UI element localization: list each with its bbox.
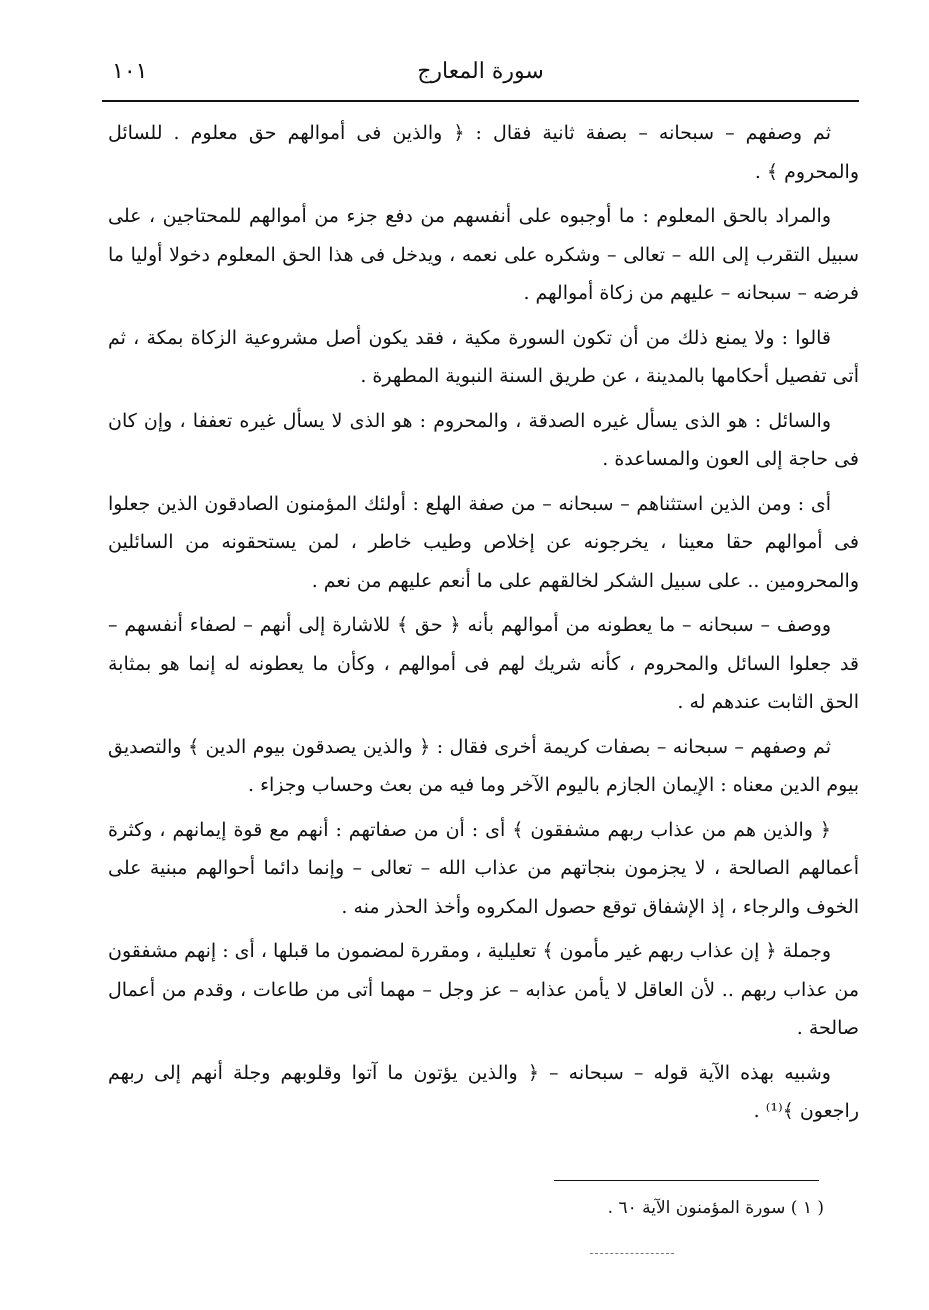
bottom-dashed-mark: [590, 1253, 674, 1254]
paragraph-9: وجملة ﴿ إن عذاب ربهم غير مأمون ﴾ تعليلية ، ومقررة لمضمون ما قبلها ، أى : إنهم مشفقون من عذاب ربهم .. لأن العاقل لا يأمن عذابه – عز وجل – مهما أتى من طاعات ، وقدم من أعمال صالحة .: [108, 940, 859, 1039]
paragraph-10: وشبيه بهذه الآية قوله – سبحانه – ﴿ والذين يؤتون ما آتوا وقلوبهم وجلة أنهم إلى ربهم راجعون ﴾⁽¹⁾ .: [108, 1061, 859, 1122]
paragraph-7: ثم وصفهم – سبحانه – بصفات كريمة أخرى فقال : ﴿ والذين يصدقون بيوم الدين ﴾ والتصديق بيوم الدين معناه : الإيمان الجازم باليوم الآخر وما فيه من بعث وحساب وجزاء .: [108, 735, 859, 796]
paragraph-8: ﴿ والذين هم من عذاب ربهم مشفقون ﴾ أى : أن من صفاتهم : أنهم مع قوة إيمانهم ، وكثرة أعمالهم الصالحة ، لا يجزمون بنجاتهم من عذاب الله – تعالى – وإنما دائما أحوالهم مبنية على الخوف والرجاء ، إذ الإشفاق توقع حصول المكروه وأخذ الحذر منه .: [108, 818, 859, 918]
surah-title: سورة المعارج: [417, 59, 544, 84]
tafsir-body: [108, 114, 859, 1137]
header-divider: [102, 100, 859, 102]
paragraph-4: والسائل : هو الذى يسأل غيره الصدقة ، والمحروم : هو الذى لا يسأل غيره تعففا ، وإن كان فى حاجة إلى العون والمساعدة .: [108, 409, 859, 470]
paragraph-1: ثم وصفهم – سبحانه – بصفة ثانية فقال : ﴿ والذين فى أموالهم حق معلوم . للسائل والمحروم ﴾ .: [108, 122, 859, 183]
page-number: ١٠١: [112, 59, 148, 84]
paragraph-5: أى : ومن الذين استثناهم – سبحانه – من صفة الهلع : أولئك المؤمنون الصادقون الذين جعلوا فى أموالهم حقا معينا ، يخرجونه عن إخلاص وطيب خاطر ، لمن يستحقونه من السائلين والمحرومين .. على سبيل الشكر لخالقهم على ما أنعم عليهم من نعم .: [108, 492, 859, 592]
footnote: ( ١ ) سورة المؤمنون الآية ٦٠ .: [607, 1198, 824, 1218]
paragraph-2: والمراد بالحق المعلوم : ما أوجبوه على أنفسهم من دفع جزء من أموالهم للمحتاجين ، على سبيل التقرب إلى الله – تعالى – وشكره على نعمه ، ويدخل فى هذا الحق المعلوم دخولا أوليا ما فرضه – سبحانه – عليهم من زكاة أموالهم .: [108, 205, 859, 304]
paragraph-3: قالوا : ولا يمنع ذلك من أن تكون السورة مكية ، فقد يكون أصل مشروعية الزكاة بمكة ، ثم أتى تفصيل أحكامها بالمدينة ، عن طريق السنة النبوية المطهرة .: [108, 326, 859, 387]
footnote-divider: [554, 1180, 819, 1181]
paragraph-6: ووصف – سبحانه – ما يعطونه من أموالهم بأنه ﴿ حق ﴾ للاشارة إلى أنهم – لصفاء أنفسهم – قد جعلوا السائل والمحروم ، كأنه شريك لهم فى أموالهم ، وكأن ما يعطونه له إنما هو بمثابة الحق الثابت عندهم له .: [108, 614, 859, 713]
page-header: [102, 52, 859, 98]
